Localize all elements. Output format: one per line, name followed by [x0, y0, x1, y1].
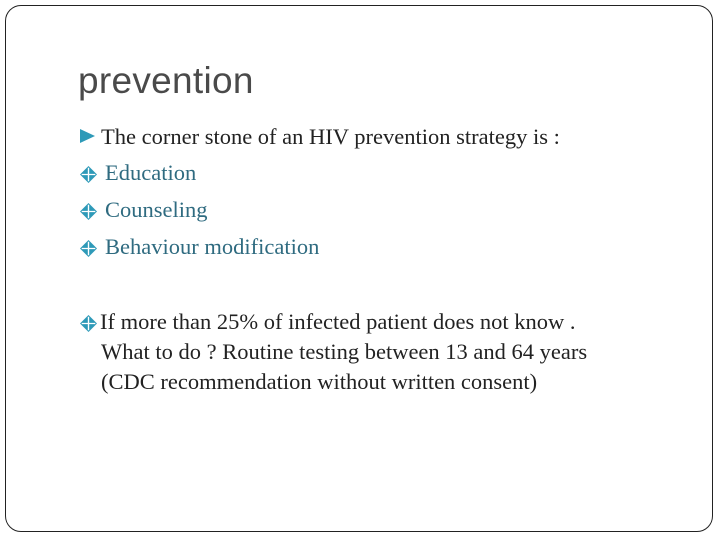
bullet-list — [80, 160, 319, 271]
paragraph-line-text: (CDC recommendation without written consent) — [101, 369, 538, 394]
bullet-label: Counseling — [105, 197, 208, 222]
bullet-label: Behaviour modification — [105, 234, 320, 259]
diamond-bullet-icon — [80, 166, 97, 183]
arrow-bullet-icon — [80, 129, 95, 143]
diamond-bullet-icon — [80, 203, 97, 220]
slide-title: prevention — [78, 60, 254, 101]
paragraph-line-text: If more than 25% of infected patient does not know . — [100, 309, 576, 334]
paragraph-line — [80, 307, 680, 337]
recommendation-paragraph — [80, 307, 680, 397]
intro-text: The corner stone of an HIV prevention strategy is : — [101, 124, 560, 149]
bullet-item — [80, 197, 319, 234]
diamond-bullet-icon — [80, 240, 97, 257]
intro-line — [80, 124, 560, 150]
bullet-item — [80, 234, 319, 271]
bullet-item — [80, 160, 319, 197]
bullet-label: Education — [105, 160, 197, 185]
paragraph-line-text: What to do ? Routine testing between 13 and 64 years — [101, 339, 588, 364]
diamond-bullet-icon — [80, 315, 97, 332]
